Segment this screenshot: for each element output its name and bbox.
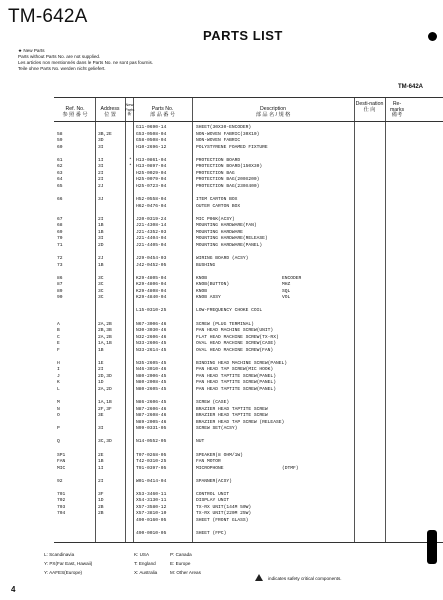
header-ref-jp: 参 照 番 号 [62, 112, 88, 118]
description-cell: PAN HEAD MACHINE SCREW(UNIT) [196, 328, 274, 334]
description-cell: MOUNTING HARDWARE [196, 229, 243, 235]
part-number-cell: N14-0552-05 [136, 439, 167, 445]
address-cell: 2B [98, 511, 104, 517]
part-number-cell: J20-0319-24 [136, 216, 167, 222]
header-address-jp: 位 置 [104, 112, 116, 118]
address-cell: 1B [98, 223, 104, 229]
part-number-cell: W01-0414-04 [136, 478, 167, 484]
description-cell: KNOB ASSY [196, 295, 221, 301]
ref-cell: MIC [57, 465, 66, 471]
part-number-cell: N89-2005-46 [136, 419, 167, 425]
part-number-cell: T07-0268-05 [136, 452, 167, 458]
ref-cell: 87 [57, 282, 63, 288]
address-cell: 2E [98, 452, 104, 458]
description-cell: FAN MOTOR [196, 459, 221, 465]
header-new-jp: 新 [127, 111, 132, 117]
ref-cell: 64 [57, 177, 63, 183]
address-cell: 1B [98, 229, 104, 235]
description-cell: SHEET (FRONT GLASS) [196, 518, 249, 523]
ref-cell: O [57, 413, 60, 419]
dest-code: L: Scandinavia [44, 552, 75, 557]
ref-cell: 704 [57, 511, 66, 517]
dest-code: K: USA [134, 552, 150, 557]
header-destination-label: Desti-nation [355, 101, 384, 107]
description-cell: PROTECTION BOARD(150X30) [196, 164, 263, 170]
header-remarks [386, 102, 408, 119]
header-description-jp: 部 品 名 / 規 格 [255, 112, 291, 118]
address-cell: 2D,3D [98, 373, 112, 379]
address-cell: 3J [98, 197, 104, 203]
ref-cell: 72 [57, 256, 63, 261]
description-cell: ITEM CARTON BOX [196, 197, 238, 203]
header-ref [56, 106, 94, 118]
description-detail-cell: SQL [282, 288, 291, 294]
address-cell: 2B [98, 504, 104, 510]
ref-cell: H [57, 360, 60, 366]
description-cell: BRAZIER HEAD TAPTITE SCREW [196, 406, 268, 412]
safety-note: indicates safety critical components. [268, 576, 342, 581]
address-cell: 2A,2D [98, 387, 112, 392]
description-cell: SHEET (FPC) [196, 531, 227, 537]
ref-cell: I [57, 367, 60, 373]
part-number-cell: X57-3810-10 [136, 511, 167, 517]
part-number-cell: N30-3030-46 [136, 328, 167, 334]
ref-cell: K [57, 380, 60, 386]
column-divider [385, 98, 386, 542]
ref-cell: C [57, 334, 60, 340]
address-cell: 2F,3F [98, 406, 112, 412]
part-number-cell: N86-2606-45 [136, 400, 167, 406]
description-cell: BRAZIER HEAD TAP SCREW (RELEASE) [196, 419, 285, 425]
ref-cell: 70 [57, 236, 63, 242]
dest-code: E: Europe [170, 561, 191, 566]
header-remarks-jp: 備考 [391, 112, 403, 118]
ref-cell: 701 [57, 491, 66, 497]
address-cell: 2I [98, 478, 104, 484]
part-number-cell: K29-4806-04 [136, 282, 167, 288]
ref-cell: 58 [57, 131, 63, 137]
description-cell: BRAZIER HEAD TAPTITE SCREW [196, 413, 268, 419]
part-number-cell: J29-0454-03 [136, 256, 167, 261]
ref-cell: N [57, 406, 60, 412]
address-cell: 2I [98, 177, 104, 183]
ref-cell: L [57, 387, 60, 392]
part-number-cell: J21-4308-14 [136, 223, 167, 229]
ref-cell: 65 [57, 183, 63, 189]
header-description [193, 106, 353, 118]
description-cell: SCREW SET(ACSY) [196, 426, 238, 432]
description-cell: NON-WOVEN FABRIC [196, 138, 241, 144]
address-cell: 2B,3B [98, 328, 112, 334]
part-number-cell: H25-0029-04 [136, 170, 167, 176]
address-cell: 1I [98, 157, 104, 163]
description-cell: KNOB(BUTTON) [196, 282, 230, 288]
part-number-cell: G58-0508-04 [136, 138, 167, 144]
ref-cell: B [57, 328, 60, 334]
description-cell: PAN HEAD TAP SCREW(MIC HOOK) [196, 367, 274, 373]
part-number-cell: H10-2696-12 [136, 144, 167, 150]
column-divider [95, 98, 96, 542]
description-cell: BUSHING [196, 262, 216, 268]
address-cell: 2A,2B [98, 334, 112, 340]
description-detail-cell: MHZ [282, 282, 291, 288]
part-number-cell: N67-3006-46 [136, 321, 167, 327]
ref-cell: J [57, 373, 60, 379]
ref-cell: 89 [57, 288, 63, 294]
address-cell: 1B [98, 459, 104, 465]
header-destination-jp: 仕 向 [363, 106, 376, 113]
header-ref-label: Ref. No. [65, 106, 85, 112]
legend-line: Les articles non mentionnés dans le Parts No. ne sont pas fournis. [18, 60, 154, 66]
description-cell: KNOB [196, 275, 208, 281]
description-cell: PROTECTION BAG [196, 170, 235, 176]
address-cell: 3B,2E [98, 131, 112, 137]
part-number-cell: G53-0508-04 [136, 131, 167, 137]
ref-cell: 67 [57, 216, 63, 222]
description-cell: WIRING BOARD (ACSY) [196, 256, 249, 261]
address-cell: 2I [98, 367, 104, 373]
header-remarks-label: Re-marks [389, 101, 405, 113]
column-divider [125, 98, 126, 542]
address-cell: 1A,1B [98, 400, 112, 406]
description-cell: MOUNTING HARDWARE(PANEL) [196, 242, 263, 248]
ref-cell: 59 [57, 138, 63, 144]
ref-cell: E [57, 341, 60, 347]
dest-code: M: Other Areas [170, 570, 201, 575]
description-detail-cell: VOL [282, 295, 291, 301]
description-cell: MOUNTING HARDWARE(RELEASE) [196, 236, 268, 242]
description-cell: SPANNER(ACSY) [196, 478, 232, 484]
address-cell: 3I [98, 426, 104, 432]
part-number-cell: H13-0897-04 [136, 164, 167, 170]
ref-cell: 63 [57, 170, 63, 176]
header-address [96, 106, 124, 118]
ref-cell: 73 [57, 262, 63, 268]
description-cell: OUTER CARTON BOX [196, 203, 241, 209]
header-part-label: Parts No. [151, 106, 174, 112]
description-cell: POLYSTYRENE FOAMED FIXTURE [196, 144, 268, 150]
ref-cell: P [57, 426, 60, 432]
description-detail-cell: (DTMF) [282, 465, 299, 471]
part-number-cell: N35-2605-45 [136, 360, 167, 366]
ref-cell: 66 [57, 197, 63, 203]
description-detail-cell: ENCODER [282, 275, 302, 281]
address-cell: 2I [98, 170, 104, 176]
page-title: PARTS LIST [203, 28, 283, 43]
description-cell: SHEET(30X30-ENCODER) [196, 125, 252, 130]
dest-code: P: Canada [170, 552, 192, 557]
column-divider [354, 98, 355, 542]
part-number-cell: H52-0558-04 [136, 197, 167, 203]
address-cell: 3E [98, 413, 104, 419]
part-number-cell: N87-2606-46 [136, 406, 167, 412]
ref-cell: 86 [57, 275, 63, 281]
address-cell: 3D [98, 138, 104, 144]
address-cell: 3C,3D [98, 439, 112, 445]
description-cell: PROTECTION BAG(230X400) [196, 183, 260, 189]
model-number-right: TM-642A [398, 84, 424, 90]
part-number-cell: X57-3580-12 [136, 504, 167, 510]
address-cell: 1D [98, 380, 104, 386]
binding-mark [427, 530, 437, 564]
description-cell: PAN HEAD TAPTITE SCREW(PANEL) [196, 387, 276, 392]
description-cell: PROTECTION BAG(200X200) [196, 177, 260, 183]
address-cell: 2J [98, 256, 104, 261]
part-number-cell: 490-0160-05 [136, 518, 167, 523]
part-number-cell: N33-2614-45 [136, 347, 167, 353]
description-cell: MICROPHONE [196, 465, 224, 471]
description-cell: OVAL HEAD MACHINE SCREW(FAN) [196, 347, 274, 353]
legend [18, 48, 153, 72]
description-cell: OVAL HEAD MACHINE SCREW(CASE) [196, 341, 276, 347]
ref-cell: 68 [57, 223, 63, 229]
ref-cell: A [57, 321, 60, 327]
part-number-cell: N99-0331-05 [136, 426, 167, 432]
header-part-number [134, 106, 191, 118]
part-number-cell: N33-2606-45 [136, 341, 167, 347]
address-cell: 3I [98, 144, 104, 150]
address-cell: 3I [98, 164, 104, 170]
ref-cell: F [57, 347, 60, 353]
address-cell: 3C [98, 288, 104, 294]
part-number-cell: H62-0476-04 [136, 203, 167, 209]
part-number-cell: T91-0397-05 [136, 465, 167, 471]
address-cell: 2D [98, 242, 104, 248]
header-destination [355, 102, 384, 113]
header-address-label: Address [100, 106, 120, 112]
legend-line: Parts without Parts No. are not supplied. [18, 54, 101, 60]
part-number-cell: H13-0861-04 [136, 157, 167, 163]
description-cell: LOW-FREQUENCY CHOKE COIL [196, 308, 263, 314]
part-number-cell: H25-0723-04 [136, 183, 167, 189]
ref-cell: 62 [57, 164, 63, 170]
header-part-jp: 部 品 番 号 [149, 112, 176, 118]
parts-table [54, 97, 443, 543]
model-number: TM-642A [8, 6, 88, 27]
part-number-cell: N80-2006-45 [136, 373, 167, 379]
column-divider [192, 98, 193, 542]
description-cell: SCREW (CASE) [196, 400, 230, 406]
address-cell: 3C [98, 282, 104, 288]
description-cell: SPEAKER(8 OHM/1W) [196, 452, 243, 458]
part-number-cell: G11-0690-14 [136, 125, 167, 130]
address-cell: 3C [98, 295, 104, 301]
description-cell: DISPLAY UNIT [196, 498, 230, 504]
part-number-cell: N80-2008-45 [136, 380, 167, 386]
legend-line: Teile ohne Parts No. werden nicht geliefert. [18, 66, 106, 72]
ref-cell: 703 [57, 504, 66, 510]
dest-code: T: England [134, 561, 156, 566]
address-cell: 2A,2B [98, 321, 112, 327]
description-cell: MOUNTING HARDWARE(FAN) [196, 223, 257, 229]
address-cell: 3I [98, 236, 104, 242]
description-cell: FLAT HEAD MACHINE SCREW(TX-RX) [196, 334, 279, 340]
part-number-cell: X54-3130-11 [136, 498, 167, 504]
part-number-cell: J21-4404-04 [136, 236, 167, 242]
ref-cell: 60 [57, 144, 63, 150]
part-number-cell: T42-0310-25 [136, 459, 167, 465]
address-cell: 1B [98, 262, 104, 268]
part-number-cell: X53-3460-11 [136, 491, 167, 497]
header-rule [54, 121, 443, 122]
description-cell: PROTECTION BOARD [196, 157, 241, 163]
description-cell: PAN HEAD TAPTITE SCREW(PANEL) [196, 373, 276, 379]
header-new-label: New Parts [125, 102, 135, 112]
description-cell: MIC P06K(ACSY) [196, 216, 235, 222]
part-number-cell: K29-4805-04 [136, 275, 167, 281]
address-cell: 2J [98, 183, 104, 189]
address-cell: 3F [98, 491, 104, 497]
part-number-cell: N46-3010-46 [136, 367, 167, 373]
safety-warning-icon [255, 574, 263, 581]
dest-code: Y: AAFES(Europe) [44, 570, 83, 575]
new-parts-cell: * [129, 157, 132, 163]
ref-cell: 71 [57, 242, 63, 248]
legend-line: ★ New Parts [18, 48, 45, 53]
page-number: 4 [11, 585, 16, 594]
part-number-cell: N32-2606-46 [136, 334, 167, 340]
ref-cell: SP1 [57, 452, 66, 458]
description-cell: KNOB [196, 288, 208, 294]
ref-cell: 61 [57, 157, 63, 163]
part-number-cell: H25-0079-04 [136, 177, 167, 183]
description-cell: TX-RX UNIT(144M 50W) [196, 504, 252, 510]
new-parts-cell: * [129, 164, 132, 170]
header-new-parts [125, 103, 134, 117]
ref-cell: 69 [57, 229, 63, 235]
description-cell: CONTROL UNIT [196, 491, 230, 497]
description-cell: SCREW (PLUG TERMINAL) [196, 321, 254, 327]
address-cell: 1D [98, 498, 104, 504]
part-number-cell: 490-0010-05 [136, 531, 167, 537]
part-number-cell: L15-0310-25 [136, 308, 167, 314]
column-divider [133, 98, 134, 542]
ref-cell: M [57, 400, 60, 406]
ref-cell: 92 [57, 478, 63, 484]
part-number-cell: J42-0452-05 [136, 262, 167, 268]
address-cell: 1E [98, 360, 104, 366]
ref-cell: FAN [57, 459, 66, 465]
dest-code: Y: PX(Far East, Hawaii) [44, 561, 93, 566]
dest-code: X: Australia [134, 570, 158, 575]
part-number-cell: J21-4405-04 [136, 242, 167, 248]
part-number-cell: K29-4840-04 [136, 295, 167, 301]
part-number-cell: K29-4808-04 [136, 288, 167, 294]
address-cell: 1B [98, 347, 104, 353]
address-cell: 1A,1B [98, 341, 112, 347]
address-cell: 1I [98, 465, 104, 471]
description-cell: PAN HEAD TAPTITE SCREW(PANEL) [196, 380, 276, 386]
binding-hole [428, 32, 437, 41]
ref-cell: 702 [57, 498, 66, 504]
description-cell: NUT [196, 439, 205, 445]
description-cell: NON-WOVEN FABRIC(30X10) [196, 131, 260, 137]
ref-cell: Q [57, 439, 60, 445]
ref-cell: 90 [57, 295, 63, 301]
address-cell: 3C [98, 275, 104, 281]
description-cell: TX-RX UNIT(220M 25W) [196, 511, 252, 517]
part-number-cell: N80-2605-45 [136, 387, 167, 392]
description-cell: BINDING HEAD MACHINE SCREW(PANEL) [196, 360, 287, 366]
header-description-label: Description [260, 106, 286, 112]
part-number-cell: J21-4352-03 [136, 229, 167, 235]
part-number-cell: N87-2608-46 [136, 413, 167, 419]
address-cell: 2I [98, 216, 104, 222]
